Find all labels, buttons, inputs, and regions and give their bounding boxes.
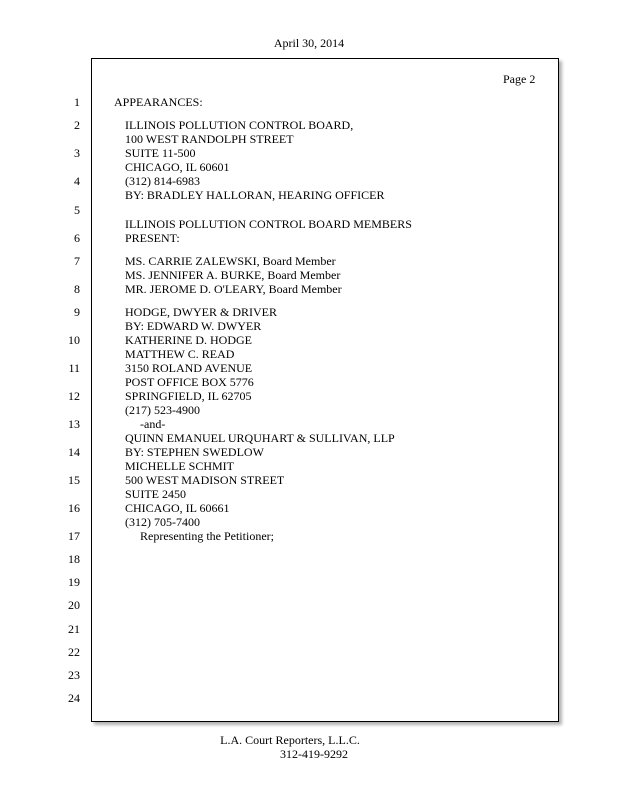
line-number: 24 <box>68 691 80 705</box>
line-number: 1 <box>74 95 80 109</box>
transcript-line: PRESENT: <box>125 231 180 245</box>
document-date: April 30, 2014 <box>273 36 345 50</box>
transcript-line: SPRINGFIELD, IL 62705 <box>125 389 252 403</box>
page-number-label: Page 2 <box>503 72 536 86</box>
transcript-line: POST OFFICE BOX 5776 <box>125 375 254 389</box>
transcript-line: (217) 523-4900 <box>125 403 200 417</box>
transcript-line: (312) 814-6983 <box>125 174 200 188</box>
appearances-heading: APPEARANCES: <box>114 95 203 109</box>
line-number: 13 <box>68 417 80 431</box>
transcript-line: -and- <box>140 417 166 431</box>
line-number: 2 <box>74 118 80 132</box>
line-number: 10 <box>68 333 80 347</box>
transcript-line: MR. JEROME D. O'LEARY, Board Member <box>125 282 342 296</box>
transcript-line: BY: BRADLEY HALLORAN, HEARING OFFICER <box>125 188 385 202</box>
line-number: 22 <box>68 645 80 659</box>
line-number: 16 <box>68 501 80 515</box>
line-number: 20 <box>68 598 80 612</box>
transcript-line: 500 WEST MADISON STREET <box>125 473 285 487</box>
line-number: 8 <box>74 282 80 296</box>
line-number: 5 <box>74 203 80 217</box>
transcript-line: KATHERINE D. HODGE <box>125 333 252 347</box>
line-number: 11 <box>68 361 80 375</box>
line-number: 14 <box>68 445 80 459</box>
line-number: 9 <box>74 305 80 319</box>
transcript-line: SUITE 11-500 <box>125 146 196 160</box>
transcript-line: 3150 ROLAND AVENUE <box>125 361 253 375</box>
footer-phone: 312-419-9292 <box>280 747 348 761</box>
transcript-line: 100 WEST RANDOLPH STREET <box>125 132 294 146</box>
transcript-line: QUINN EMANUEL URQUHART & SULLIVAN, LLP <box>125 431 395 445</box>
transcript-line: HODGE, DWYER & DRIVER <box>125 305 277 319</box>
line-number: 15 <box>68 473 80 487</box>
line-number: 4 <box>74 174 80 188</box>
line-number: 6 <box>74 231 80 245</box>
line-number: 21 <box>68 622 80 636</box>
transcript-line: MICHELLE SCHMIT <box>125 459 234 473</box>
transcript-line: BY: EDWARD W. DWYER <box>125 319 262 333</box>
transcript-line: BY: STEPHEN SWEDLOW <box>125 445 264 459</box>
transcript-line: MS. JENNIFER A. BURKE, Board Member <box>125 268 341 282</box>
line-number: 17 <box>68 529 80 543</box>
transcript-line: MATTHEW C. READ <box>125 347 235 361</box>
transcript-line: Representing the Petitioner; <box>140 529 274 543</box>
line-number: 3 <box>74 146 80 160</box>
line-number: 23 <box>68 668 80 682</box>
transcript-line: ILLINOIS POLLUTION CONTROL BOARD MEMBERS <box>125 217 412 231</box>
transcript-line: MS. CARRIE ZALEWSKI, Board Member <box>125 254 336 268</box>
transcript-line: ILLINOIS POLLUTION CONTROL BOARD, <box>125 118 354 132</box>
line-number: 7 <box>74 254 80 268</box>
transcript-line: CHICAGO, IL 60661 <box>125 501 230 515</box>
transcript-line: SUITE 2450 <box>125 487 186 501</box>
line-number: 19 <box>68 575 80 589</box>
footer-company: L.A. Court Reporters, L.L.C. <box>220 733 360 747</box>
transcript-line: CHICAGO, IL 60601 <box>125 160 230 174</box>
line-number: 12 <box>68 389 80 403</box>
line-number: 18 <box>68 552 80 566</box>
transcript-line: (312) 705-7400 <box>125 515 200 529</box>
